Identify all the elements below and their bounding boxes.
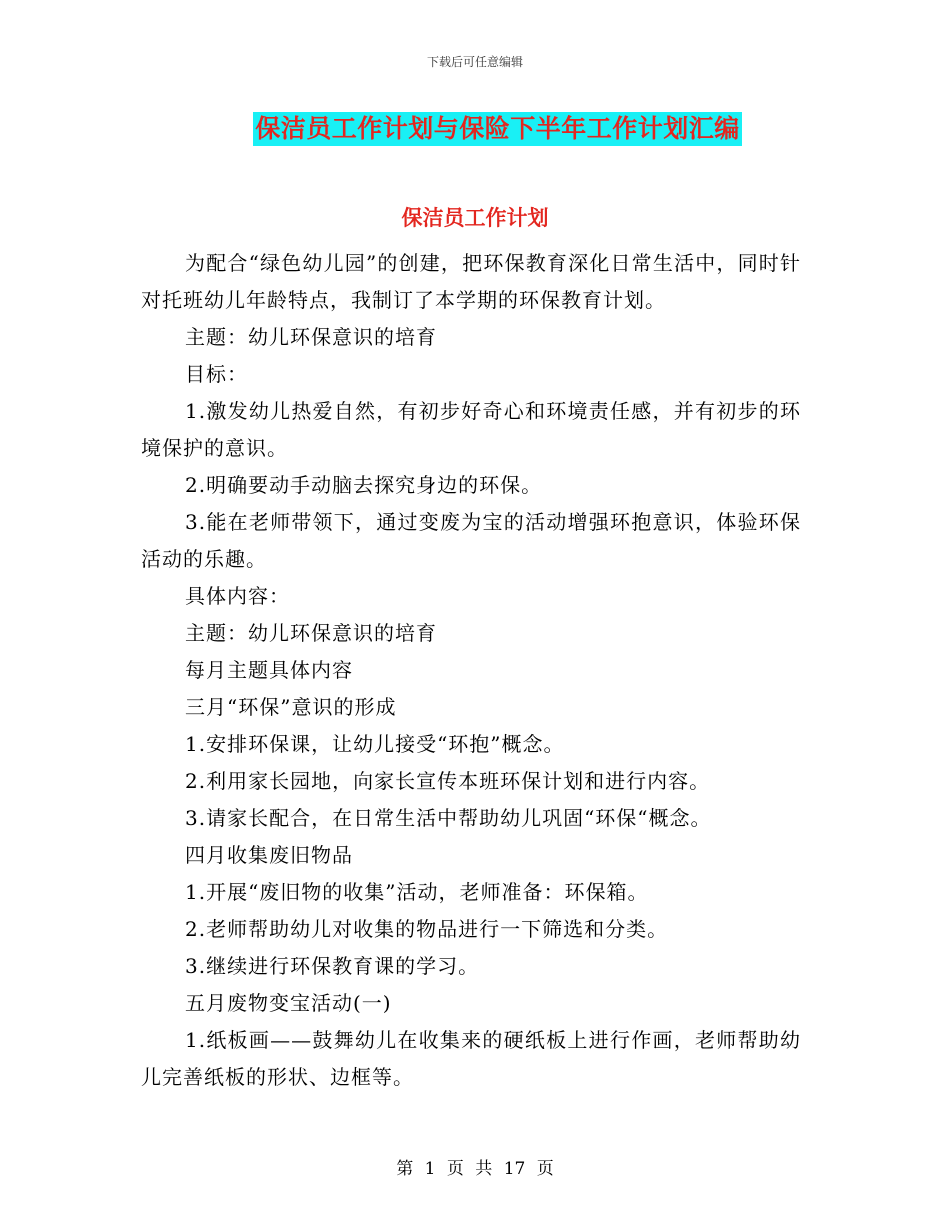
paragraph: 3.能在老师带领下，通过变废为宝的活动增强环抱意识，体验环保活动的乐趣。: [141, 510, 801, 571]
paragraph: 1.激发幼儿热爱自然，有初步好奇心和环境责任感，并有初步的环境保护的意识。: [141, 399, 801, 460]
page-footer: 第 1 页 共 17 页: [396, 1159, 554, 1179]
paragraph: 目标：: [185, 362, 248, 386]
paragraph: 3.请家长配合，在日常生活中帮助幼儿巩固“环保“概念。: [185, 806, 712, 830]
header-note: 下载后可任意编辑: [426, 55, 523, 69]
main-title: 保洁员工作计划与保险下半年工作计划汇编: [253, 112, 742, 146]
paragraph: 具体内容：: [185, 584, 290, 608]
paragraph: 五月废物变宝活动(一): [185, 991, 392, 1015]
paragraph: 四月收集废旧物品: [185, 843, 353, 867]
main-title-container: [0, 112, 950, 146]
paragraph: 2.明确要动手动脑去探究身边的环保。: [185, 473, 543, 497]
paragraph: 2.利用家长园地，向家长宣传本班环保计划和进行内容。: [185, 769, 711, 793]
paragraph: 1.安排环保课，让幼儿接受“环抱”概念。: [185, 732, 565, 756]
paragraph: 每月主题具体内容: [185, 658, 353, 682]
paragraph: 2.老师帮助幼儿对收集的物品进行一下筛选和分类。: [185, 917, 669, 941]
document-body: [141, 245, 801, 1096]
paragraph: 主题：幼儿环保意识的培育: [185, 325, 437, 349]
paragraph: 1.开展“废旧物的收集”活动，老师准备：环保箱。: [185, 880, 649, 904]
paragraph: 1.纸板画——鼓舞幼儿在收集来的硬纸板上进行作画，老师帮助幼儿完善纸板的形状、边框等。: [141, 1028, 801, 1089]
paragraph: 三月“环保”意识的形成: [185, 695, 397, 719]
paragraph: 3.继续进行环保教育课的学习。: [185, 954, 480, 978]
paragraph: 为配合“绿色幼儿园”的创建，把环保教育深化日常生活中，同时针对托班幼儿年龄特点，我制订了本学期的环保教育计划。: [141, 251, 801, 312]
section-title: 保洁员工作计划: [401, 206, 549, 230]
paragraph: 主题：幼儿环保意识的培育: [185, 621, 437, 645]
